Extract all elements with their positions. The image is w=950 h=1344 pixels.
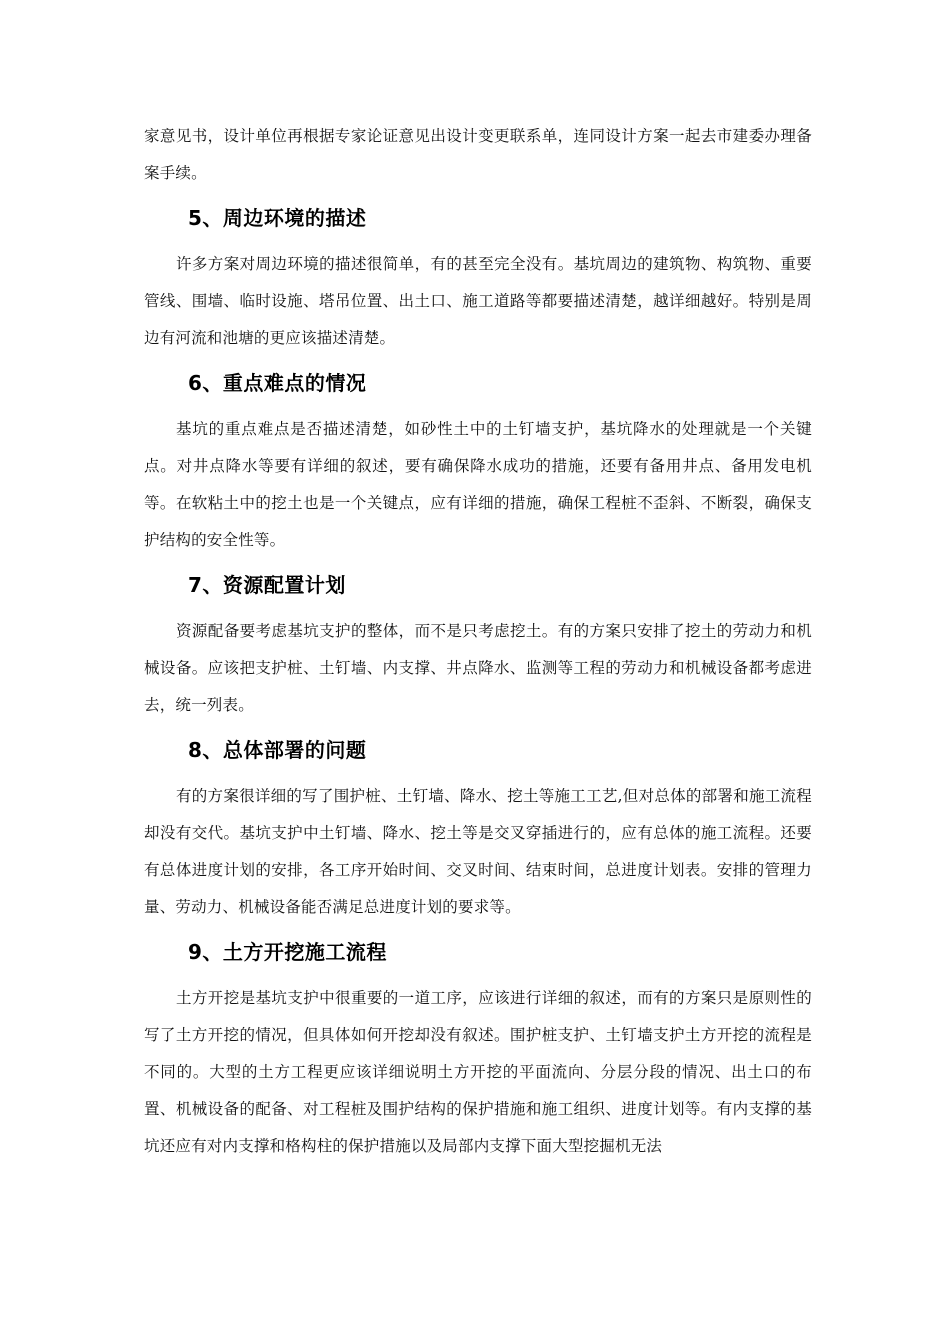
- section-heading: 9、土方开挖施工流程: [188, 940, 387, 964]
- section-paragraph: 基坑的重点难点是否描述清楚，如砂性土中的土钉墙支护，基坑降水的处理就是一个关键点。对井点降水等要有详细的叙述，要有确保降水成功的措施，还要有备用井点、备用发电机等。在软粘土中的挖土也是一个关键点，应有详细的措施，确保工程桩不歪斜、不断裂，确保支护结构的安全性等。: [144, 420, 812, 549]
- section-7: [144, 571, 812, 724]
- section-9: [144, 938, 812, 1165]
- section-paragraph: 土方开挖是基坑支护中很重要的一道工序，应该进行详细的叙述，而有的方案只是原则性的写了土方开挖的情况，但具体如何开挖却没有叙述。围护桩支护、土钉墙支护土方开挖的流程是不同的。大型的土方工程更应该详细说明土方开挖的平面流向、分层分段的情况、出土口的布置、机械设备的配备、对工程桩及围护结构的保护措施和施工组织、进度计划等。有内支撑的基坑还应有对内支撑和格构柱的保护措施以及局部内支撑下面大型挖掘机无法: [144, 989, 812, 1155]
- section-paragraph: 有的方案很详细的写了围护桩、土钉墙、降水、挖土等施工工艺,但对总体的部署和施工流程却没有交代。基坑支护中土钉墙、降水、挖土等是交叉穿插进行的，应有总体的施工流程。还要有总体进度计划的安排，各工序开始时间、交叉时间、结束时间，总进度计划表。安排的管理力量、劳动力、机械设备能否满足总进度计划的要求等。: [144, 787, 812, 916]
- section-paragraph: 资源配备要考虑基坑支护的整体，而不是只考虑挖土。有的方案只安排了挖土的劳动力和机械设备。应该把支护桩、土钉墙、内支撑、井点降水、监测等工程的劳动力和机械设备都考虑进去，统一列表。: [144, 622, 812, 714]
- section-heading: 7、资源配置计划: [188, 573, 346, 597]
- intro-paragraph: 家意见书，设计单位再根据专家论证意见出设计变更联系单，连同设计方案一起去市建委办理备案手续。: [144, 127, 812, 182]
- section-6: [144, 369, 812, 559]
- section-5: [144, 204, 812, 357]
- section-heading: 5、周边环境的描述: [188, 206, 367, 230]
- document-body: [144, 118, 812, 1165]
- section-8: [144, 736, 812, 926]
- section-heading: 6、重点难点的情况: [188, 371, 367, 395]
- section-heading: 8、总体部署的问题: [188, 738, 367, 762]
- section-paragraph: 许多方案对周边环境的描述很简单，有的甚至完全没有。基坑周边的建筑物、构筑物、重要管线、围墙、临时设施、塔吊位置、出土口、施工道路等都要描述清楚，越详细越好。特别是周边有河流和池塘的更应该描述清楚。: [144, 255, 812, 347]
